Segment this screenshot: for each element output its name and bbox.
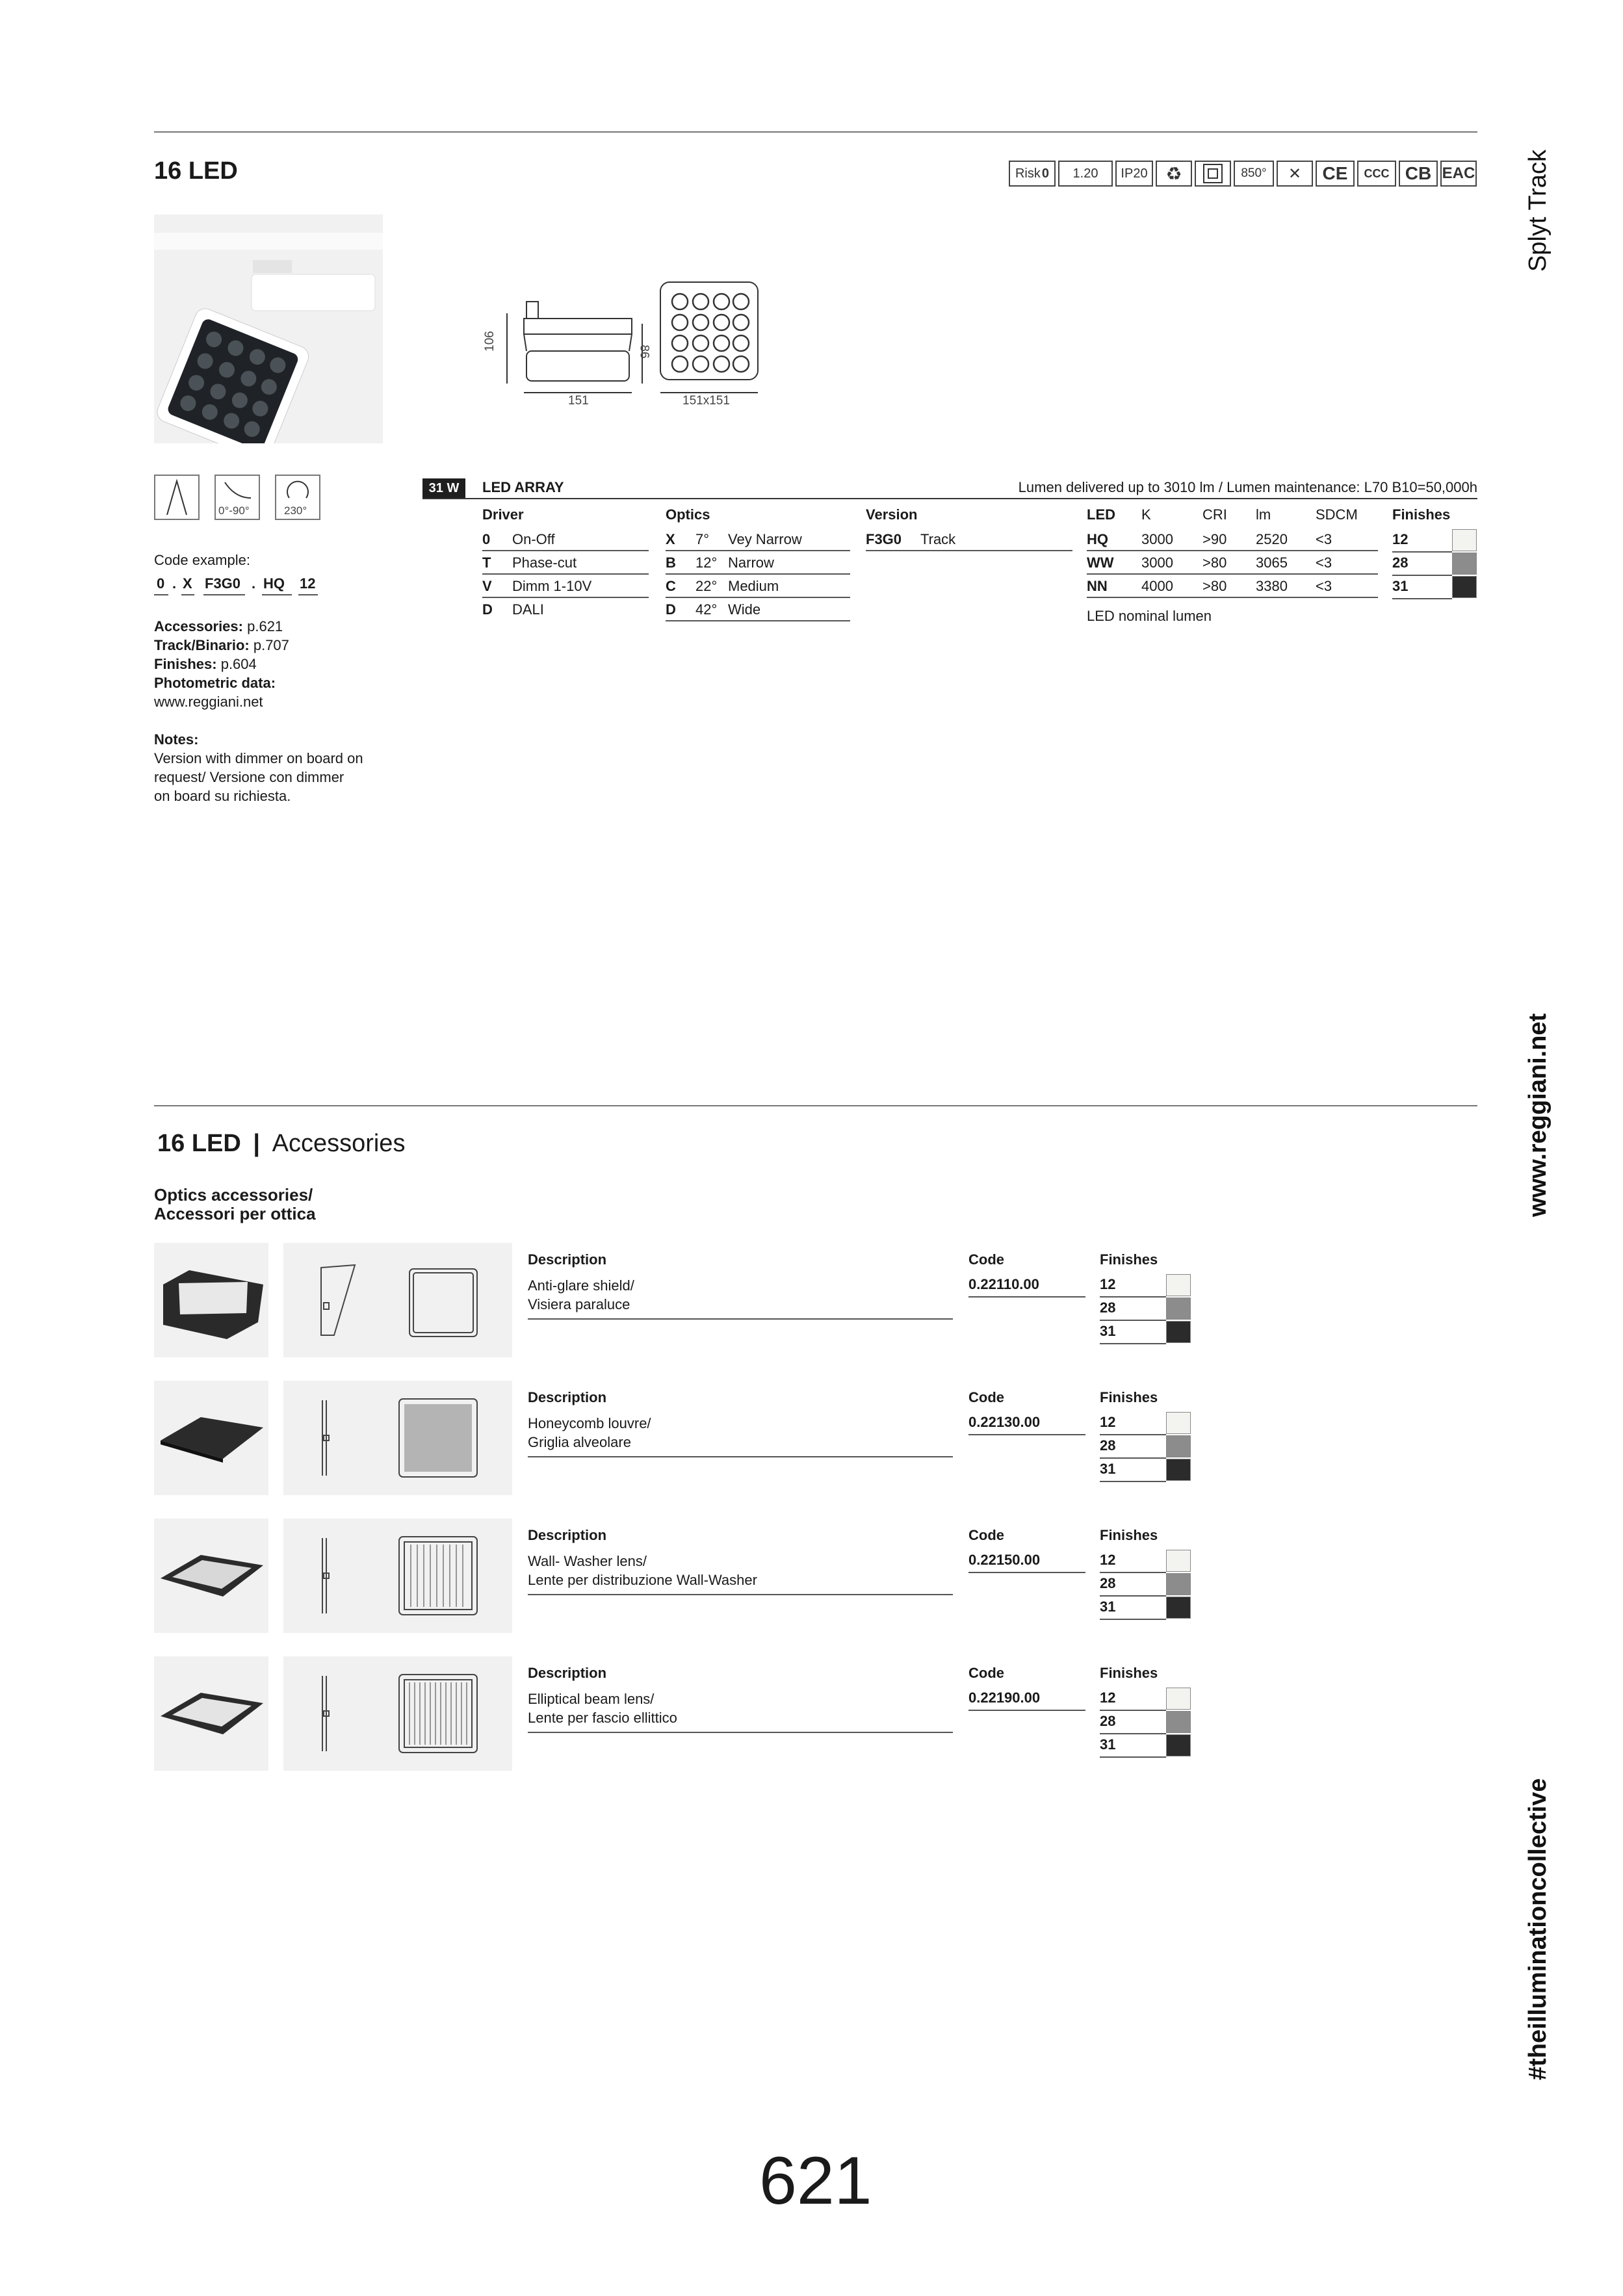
page-number: 621 [759,2143,872,2219]
acc1-desc-header: Description [528,1251,607,1268]
finish-row: 31 [1100,1459,1191,1482]
led-row: NN 4000 >80 3380 <3 [1087,576,1378,599]
acc4-code-header: Code [968,1665,1004,1681]
wallwasher-drawing [283,1519,512,1633]
acc2-code-rule [968,1434,1085,1435]
acc1-desc-line2: Visiera paraluce [528,1296,630,1312]
code-version: F3G0 [205,575,241,592]
optics-row: C 22° Medium [666,576,850,599]
acc4-code-rule [968,1710,1085,1711]
ccc-mark: CCC [1357,161,1396,187]
driver-row: D DALI [482,601,544,618]
lumen-note: Lumen delivered up to 3010 lm / Lumen maintenance: L70 B10=50,000h [1018,479,1477,495]
code-optics: X [183,575,192,592]
acc4-finishes [1100,1688,1191,1758]
acc3-desc-line2: Lente per distribuzione Wall-Washer [528,1572,757,1588]
acc2-desc-line1: Honeycomb louvre/ [528,1415,651,1431]
acc2-desc-line2: Griglia alveolare [528,1434,631,1450]
acc2-code-header: Code [968,1389,1004,1405]
finish-row: 28 [1100,1435,1191,1459]
no-cover-icon: ✕ [1277,161,1313,187]
brand-vertical: Splyt Track [1524,150,1552,272]
optics-list [666,529,850,623]
dim-face: 151x151 [682,394,730,408]
eac-mark: EAC [1440,161,1477,187]
optics-accessories-title-1: Optics accessories/ [154,1185,313,1205]
tilt-icon [214,475,260,520]
code-dot-2: . [252,575,256,592]
optics-row: B 12° Narrow [666,553,850,576]
honeycomb-photo [154,1381,268,1495]
driver-list [482,529,649,623]
acc4-desc-header: Description [528,1665,607,1681]
code-led: HQ [263,575,285,592]
top-rule [154,131,1477,133]
finish-row: 31 [1392,576,1477,599]
finishes-ref: Finishes: p.604 [154,656,257,672]
finish-row: 28 [1100,1711,1191,1734]
array-label: LED ARRAY [482,479,564,495]
rotate-label: 230° [284,504,307,517]
acc3-finishes-header: Finishes [1100,1527,1158,1543]
acc1-code: 0.22110.00 [968,1276,1039,1292]
hashtag-vertical: #theilluminationcollective [1524,1778,1552,2080]
acc3-code: 0.22150.00 [968,1552,1041,1568]
acc3-code-rule [968,1572,1085,1573]
finish-row: 28 [1100,1298,1191,1321]
accessories-title: 16 LED | Accessories [157,1130,406,1157]
ce-mark: CE [1316,161,1355,187]
acc1-desc-line1: Anti-glare shield/ [528,1277,634,1294]
notes-line-3: on board su richiesta. [154,788,291,804]
code-finish: 12 [300,575,316,592]
code-driver: 0 [157,575,165,592]
led-row: HQ 3000 >90 2520 <3 [1087,529,1378,553]
acc2-desc-rule [528,1456,953,1457]
acc4-desc-rule [528,1732,953,1733]
code-example-label: Code example: [154,552,250,568]
acc1-code-header: Code [968,1251,1004,1268]
optics-header: Optics [666,506,710,523]
finishes-header: Finishes [1392,506,1451,523]
dim-width: 151 [568,394,589,408]
temp-badge: 850° [1234,161,1274,187]
tilt-label: 0°-90° [218,504,250,517]
recycle-icon: ♻ [1156,161,1192,187]
finish-swatch-12 [1452,529,1477,551]
acc4-code: 0.22190.00 [968,1689,1041,1706]
acc1-finishes [1100,1274,1191,1344]
version-header: Version [866,506,918,523]
finishes-list [1392,529,1477,599]
acc2-finishes [1100,1412,1191,1482]
acc4-finishes-header: Finishes [1100,1665,1158,1681]
ip-badge: IP20 [1115,161,1153,187]
acc3-desc-line1: Wall- Washer lens/ [528,1553,647,1569]
technical-drawing [481,273,780,416]
antiglare-drawing [283,1243,512,1357]
url-vertical: www.reggiani.net [1524,1013,1552,1217]
driver-header: Driver [482,506,524,523]
honeycomb-drawing [283,1381,512,1495]
acc4-desc-line2: Lente per fascio ellittico [528,1710,677,1726]
acc1-desc-rule [528,1318,953,1320]
finish-row: 12 [1100,1550,1191,1573]
product-title: 16 LED [154,157,238,185]
driver-row: T Phase-cut [482,553,649,576]
wallwasher-photo [154,1519,268,1633]
acc1-finishes-header: Finishes [1100,1251,1158,1268]
class-II-icon [1195,161,1231,187]
acc3-desc-rule [528,1594,953,1595]
photometric-link[interactable]: www.reggiani.net [154,694,263,710]
finish-row: 12 [1392,529,1477,553]
acc3-finishes [1100,1550,1191,1620]
accessories-ref: Accessories: p.621 [154,618,283,634]
led-note: LED nominal lumen [1087,608,1212,624]
acc2-desc-header: Description [528,1389,607,1405]
acc1-code-rule [968,1296,1085,1298]
finish-row: 31 [1100,1597,1191,1620]
elliptical-photo [154,1656,268,1771]
driver-row: V Dimm 1-10V [482,576,649,599]
finish-row: 12 [1100,1412,1191,1435]
driver-row: 0 On-Off [482,529,649,553]
finish-row: 28 [1392,553,1477,576]
dim-depth: 86 [637,345,651,359]
finish-row: 31 [1100,1734,1191,1758]
code-dot: . [172,575,177,592]
elliptical-drawing [283,1656,512,1771]
dim-height: 106 [482,331,497,352]
accessories-rule [154,1105,1477,1106]
product-photo [154,215,383,443]
risk-badge: Risk 0 [1009,161,1056,187]
cb-mark: CB [1399,161,1438,187]
photometric-label: Photometric data: [154,675,276,691]
acc2-finishes-header: Finishes [1100,1389,1158,1405]
acc3-code-header: Code [968,1527,1004,1543]
finish-swatch-31 [1452,576,1477,598]
optics-row: D 42° Wide [666,599,850,623]
height-badge: 1.20 [1058,161,1113,187]
beam-icon [154,475,200,520]
led-list [1087,529,1378,599]
optics-accessories-title-2: Accessori per ottica [154,1204,316,1223]
finish-row: 31 [1100,1321,1191,1344]
notes-label: Notes: [154,731,199,748]
spec-rule [422,498,1477,499]
code-example [154,575,330,597]
power-badge: 31 W [422,478,465,498]
finish-swatch-28 [1452,553,1477,575]
finish-row: 28 [1100,1573,1191,1597]
finish-row: 12 [1100,1688,1191,1711]
acc3-desc-header: Description [528,1527,607,1543]
rotate-icon [275,475,320,520]
acc2-code: 0.22130.00 [968,1414,1041,1430]
notes-line-2: request/ Versione con dimmer [154,769,344,785]
version-row: F3G0 Track [866,529,1072,553]
track-ref: Track/Binario: p.707 [154,637,289,653]
antiglare-photo [154,1243,268,1357]
notes-line-1: Version with dimmer on board on [154,750,363,766]
led-row: WW 3000 >80 3065 <3 [1087,553,1378,576]
optics-row: X 7° Vey Narrow [666,529,850,553]
finish-row: 12 [1100,1274,1191,1298]
acc4-desc-line1: Elliptical beam lens/ [528,1691,655,1707]
